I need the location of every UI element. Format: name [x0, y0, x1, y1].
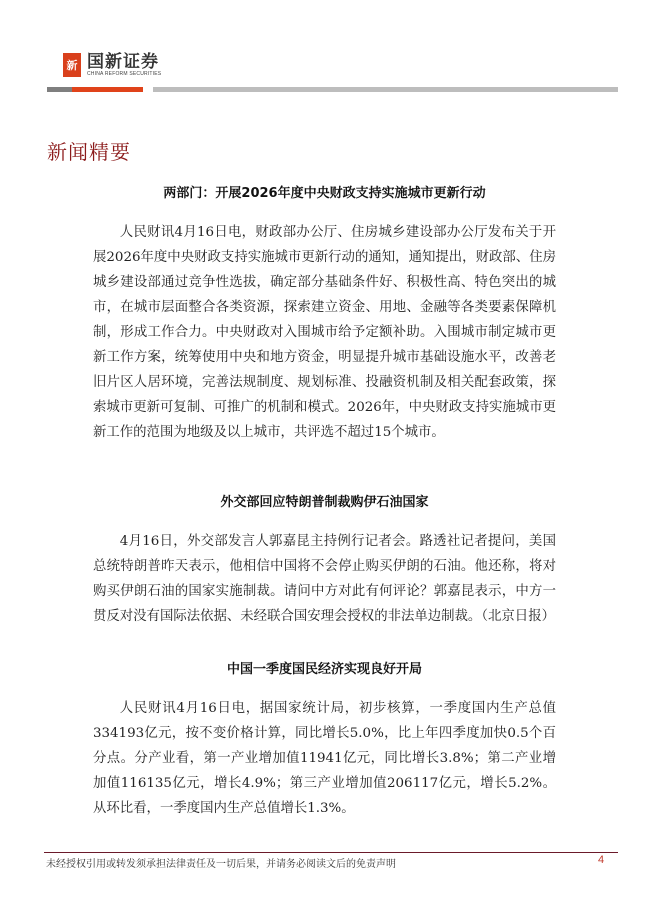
header-bar-gray — [47, 87, 72, 92]
article-headline: 中国一季度国民经济实现良好开局 — [226, 662, 422, 677]
section-title: 新闻精要 — [47, 140, 131, 164]
header-bar-light — [153, 87, 618, 92]
company-logo — [63, 53, 161, 77]
article-body: 人民财讯4月16日电，据国家统计局，初步核算，一季度国内生产总值334193亿元，按不变价格计算，同比增长5.0%，比上年四季度加快0.5个百分点。分产业看，第一产业增加值11941亿元，同比增长3.8%；第二产业增加值116135亿元，增长4.9%；第三产业增加值206117亿元，增长5.2%。从环比看，一季度国内生产总值增长1.3%。 — [93, 701, 556, 816]
footer-disclaimer: 未经授权引用或转发须承担法律责任及一切后果，并请务必阅读文后的免责声明 — [46, 859, 396, 870]
logo-mark: 新 — [63, 53, 81, 77]
article — [93, 183, 556, 445]
header-bar-accent — [72, 87, 143, 92]
article — [93, 659, 556, 821]
footer-divider — [44, 852, 618, 853]
article-body: 人民财讯4月16日电，财政部办公厅、住房城乡建设部办公厅发布关于开展2026年度中央财政支持实施城市更新行动的通知，通知提出，财政部、住房城乡建设部通过竞争性选拔，确定部分基础条件好、积极性高、特色突出的城市，在城市层面整合各类资源，探索建立资金、用地、金融等各类要素保障机制，形成工作合力。中央财政对入围城市给予定额补助。入围城市制定城市更新工作方案，统筹使用中央和地方资金，明显提升城市基础设施水平，改善老旧片区人居环境，完善法规制度、规划标准、投融资机制及相关配套政策，探索城市更新可复制、可推广的机制和模式。2026年，中央财政支持实施城市更新工作的范围为地级及以上城市，共评选不超过15个城市。 — [93, 225, 556, 440]
page-number: 4 — [598, 854, 605, 866]
news-content — [93, 183, 556, 821]
logo-name: 国新证券 — [87, 52, 159, 72]
logo-subtitle: CHINA REFORM SECURITIES — [87, 71, 162, 77]
article-headline: 外交部回应特朗普制裁购伊石油国家 — [220, 495, 429, 510]
article-body: 4月16日，外交部发言人郭嘉昆主持例行记者会。路透社记者提问，美国总统特朗普昨天表示，他相信中国将不会停止购买伊朗的石油。他还称，将对购买伊朗石油的国家实施制裁。请问中方对此有何评论？郭嘉昆表示，中方一贯反对没有国际法依据、未经联合国安理会授权的非法单边制裁。（北京日报） — [93, 534, 556, 624]
article-headline: 两部门：开展2026年度中央财政支持实施城市更新行动 — [163, 186, 486, 201]
article — [93, 492, 556, 629]
